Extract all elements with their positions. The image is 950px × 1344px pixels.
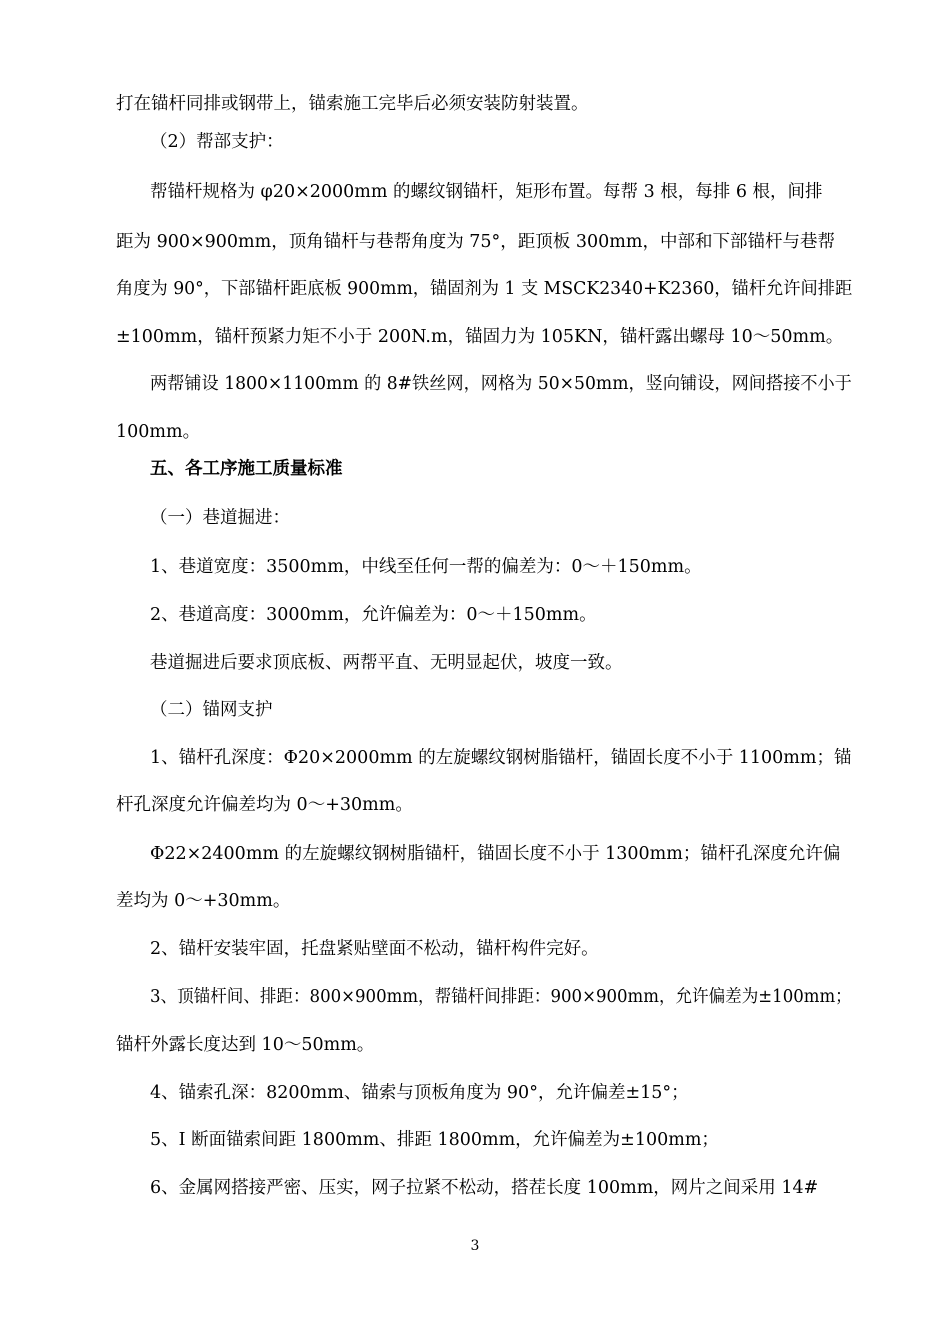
paragraph-line: （2）帮部支护： — [150, 132, 284, 152]
paragraph-line: 角度为 90°，下部锚杆距底板 900mm，锚固剂为 1 支 MSCK2340+K2360，锚杆允许间排距 — [116, 279, 853, 299]
section-heading: 五、各工序施工质量标准 — [150, 459, 343, 479]
paragraph-line: 1、锚杆孔深度：Φ20×2000mm 的左旋螺纹钢树脂锚杆，锚固长度不小于 1100mm；锚 — [150, 748, 852, 768]
paragraph-line: 帮锚杆规格为 φ20×2000mm 的螺纹钢锚杆，矩形布置。每帮 3 根，每排 6 根，间排 — [150, 182, 823, 202]
page-number: 3 — [470, 1238, 480, 1254]
paragraph-line: 两帮铺设 1800×1100mm 的 8#铁丝网，网格为 50×50mm，竖向铺设，网间搭接不小于 — [150, 374, 852, 394]
paragraph-line: 5、I 断面锚索间距 1800mm、排距 1800mm，允许偏差为±100mm； — [150, 1130, 719, 1150]
paragraph-line: 6、金属网搭接严密、压实，网子拉紧不松动，搭茬长度 100mm，网片之间采用 14# — [150, 1178, 819, 1198]
paragraph-line: ±100mm，锚杆预紧力矩不小于 200N.m，锚固力为 105KN，锚杆露出螺母 10～50mm。 — [116, 327, 844, 347]
paragraph-line: 100mm。 — [116, 422, 201, 442]
paragraph-line: （一）巷道掘进： — [150, 508, 290, 528]
paragraph-line: 3、顶锚杆间、排距：800×900mm，帮锚杆间排距：900×900mm，允许偏差为±100mm； — [150, 987, 852, 1007]
paragraph-line: 1、巷道宽度：3500mm，中线至任何一帮的偏差为：0～＋150mm。 — [150, 557, 702, 577]
paragraph-line: 锚杆外露长度达到 10～50mm。 — [116, 1035, 375, 1055]
paragraph-line: 打在锚杆同排或钢带上，锚索施工完毕后必须安装防射装置。 — [116, 94, 589, 114]
paragraph-line: 4、锚索孔深：8200mm、锚索与顶板角度为 90°，允许偏差±15°； — [150, 1083, 689, 1103]
paragraph-line: 巷道掘进后要求顶底板、两帮平直、无明显起伏，坡度一致。 — [150, 653, 623, 673]
paragraph-line: （二）锚网支护 — [150, 700, 273, 720]
paragraph-line: Φ22×2400mm 的左旋螺纹钢树脂锚杆，锚固长度不小于 1300mm；锚杆孔深度允许偏 — [150, 844, 841, 864]
paragraph-line: 差均为 0～+30mm。 — [116, 891, 291, 911]
paragraph-line: 2、巷道高度：3000mm，允许偏差为：0～＋150mm。 — [150, 605, 597, 625]
paragraph-line: 距为 900×900mm，顶角锚杆与巷帮角度为 75°，距顶板 300mm，中部和下部锚杆与巷帮 — [116, 232, 835, 252]
paragraph-line: 2、锚杆安装牢固，托盘紧贴壁面不松动，锚杆构件完好。 — [150, 939, 599, 959]
paragraph-line: 杆孔深度允许偏差均为 0～+30mm。 — [116, 795, 413, 815]
